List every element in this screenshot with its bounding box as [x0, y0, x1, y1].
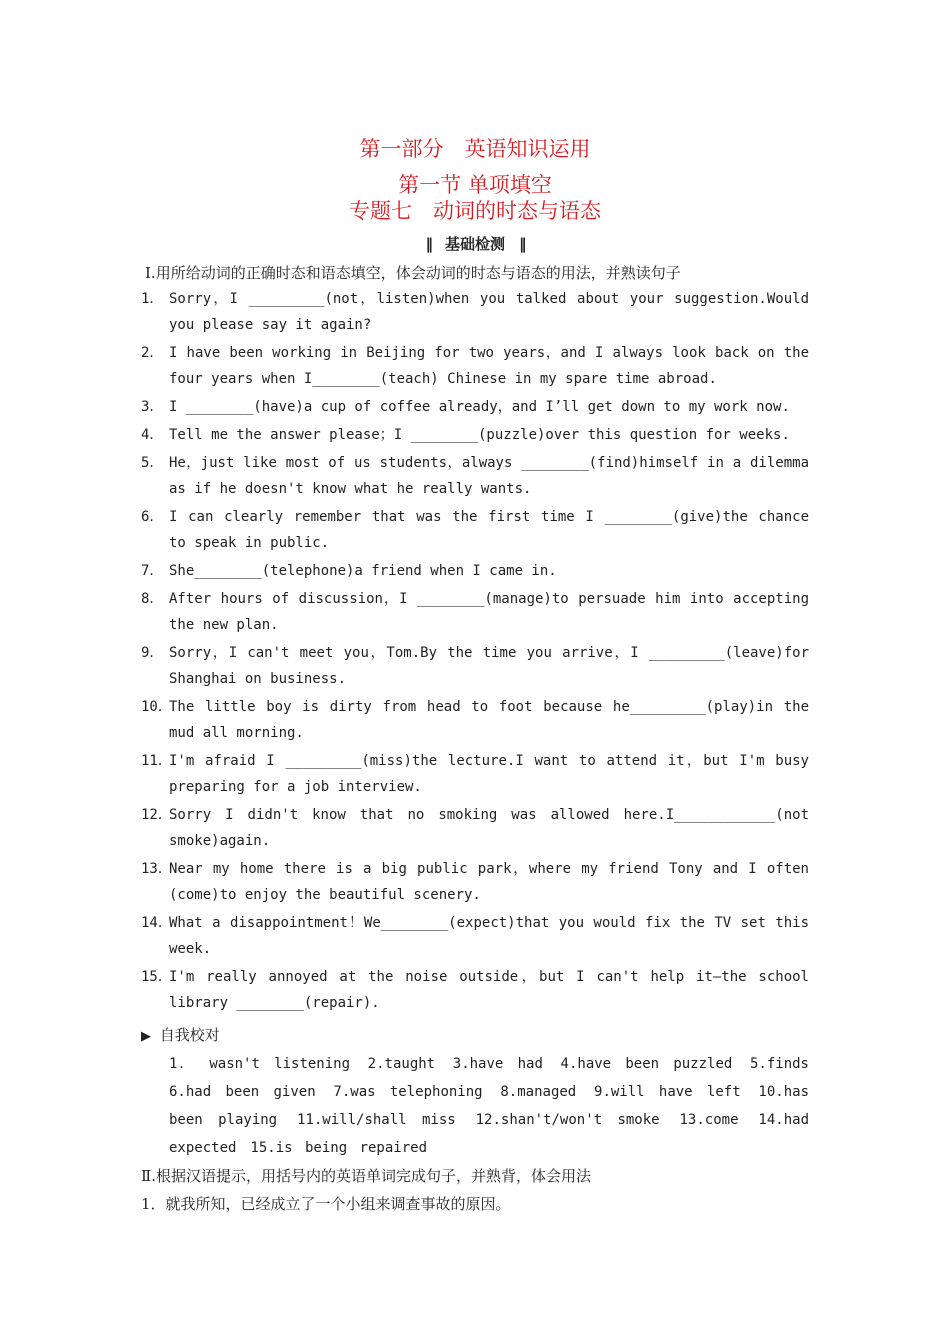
exercise-body	[141, 260, 823, 1218]
question-item	[141, 748, 809, 800]
question-item	[141, 910, 809, 962]
question-text: Sorry，I _________(not，listen)when you talked about your suggestion.Would you please say it again?	[169, 291, 809, 333]
banner-bar-right-icon: ‖	[519, 235, 525, 253]
question-text: I can clearly remember that was the first time I ________(give)the chance to speak in public.	[169, 509, 809, 551]
section-title: 第一节 单项填空	[398, 173, 552, 197]
topic-title: 专题七 动词的时态与语态	[349, 199, 601, 223]
self-check-label: 自我校对	[159, 1026, 220, 1044]
section2-first-item: 1．就我所知，已经成立了一个小组来调查事故的原因。	[141, 1195, 511, 1213]
arrow-marker-icon: ▶	[141, 1029, 151, 1044]
question-number: 7．	[141, 563, 164, 579]
question-item	[141, 856, 809, 908]
question-text: What a disappointment！We________(expect)that you would fix the TV set this week.	[169, 915, 809, 957]
question-number: 10．	[141, 699, 172, 715]
question-item	[141, 964, 809, 1016]
question-text: I'm afraid I _________(miss)the lecture.I want to attend it，but I'm busy preparing for a job interview.	[169, 753, 809, 795]
question-number: 5．	[141, 455, 164, 471]
question-item	[141, 694, 809, 746]
section2-heading: Ⅱ.根据汉语提示，用括号内的英语单词完成句子，并熟背，体会用法	[141, 1167, 591, 1185]
question-number: 12．	[141, 807, 172, 823]
question-number: 1．	[141, 291, 164, 307]
question-text: I'm really annoyed at the noise outside，but I can't help it—the school library ________(repair).	[169, 969, 809, 1011]
question-item	[141, 286, 809, 338]
question-item	[141, 586, 809, 638]
question-number: 2．	[141, 345, 164, 361]
question-text: Sorry，I can't meet you，Tom.By the time you arrive，I _________(leave)for Shanghai on business.	[169, 645, 809, 687]
question-number: 3．	[141, 399, 164, 415]
basic-test-banner	[0, 233, 950, 254]
question-text: After hours of discussion，I ________(manage)to persuade him into accepting the new plan.	[169, 591, 809, 633]
question-text: Tell me the answer please；I ________(puzzle)over this question for weeks.	[169, 427, 790, 443]
part-title: 第一部分 英语知识运用	[359, 137, 591, 161]
question-text: Near my home there is a big public park，where my friend Tony and I often (come)to enjoy the beautiful scenery.	[169, 861, 809, 903]
question-item	[141, 504, 809, 556]
question-item	[141, 802, 809, 854]
question-number: 9．	[141, 645, 164, 661]
banner-label: 基础检测	[444, 235, 505, 253]
question-number: 6．	[141, 509, 164, 525]
question-item	[141, 394, 809, 420]
question-item	[141, 340, 809, 392]
answer-key: 1． wasn't listening 2.taught 3.have had 4.have been puzzled 5.finds 6.had been given 7.was telephoning 8.managed 9.will have left 10.has been playing 11.will/shall miss 12.shan't/won't smoke 13.come 14.had expected 15.is being repaired	[169, 1056, 823, 1156]
question-item	[141, 640, 809, 692]
question-item	[141, 558, 809, 584]
question-number: 15．	[141, 969, 172, 985]
section1-heading: Ⅰ.用所给动词的正确时态和语态填空，体会动词的时态与语态的用法，并熟读句子	[145, 264, 681, 282]
question-number: 14．	[141, 915, 172, 931]
question-text: She________(telephone)a friend when I came in.	[169, 563, 557, 579]
question-number: 13．	[141, 861, 172, 877]
question-number: 4．	[141, 427, 164, 443]
question-text: He，just like most of us students，always ________(find)himself in a dilemma as if he doesn't know what he really wants.	[169, 455, 809, 497]
question-text: I ________(have)a cup of coffee already，and I’ll get down to my work now.	[169, 399, 790, 415]
question-item	[141, 422, 809, 448]
banner-bar-left-icon: ‖	[425, 235, 431, 253]
question-text: I have been working in Beijing for two years，and I always look back on the four years when I________(teach) Chinese in my spare time abroad.	[169, 345, 809, 387]
question-text: The little boy is dirty from head to foot because he_________(play)in the mud all morning.	[169, 699, 809, 741]
self-check-heading	[141, 1022, 809, 1050]
question-number: 11．	[141, 753, 172, 769]
question-item	[141, 450, 809, 502]
question-text: Sorry I didn't know that no smoking was allowed here.I____________(not smoke)again.	[169, 807, 809, 849]
question-number: 8．	[141, 591, 164, 607]
